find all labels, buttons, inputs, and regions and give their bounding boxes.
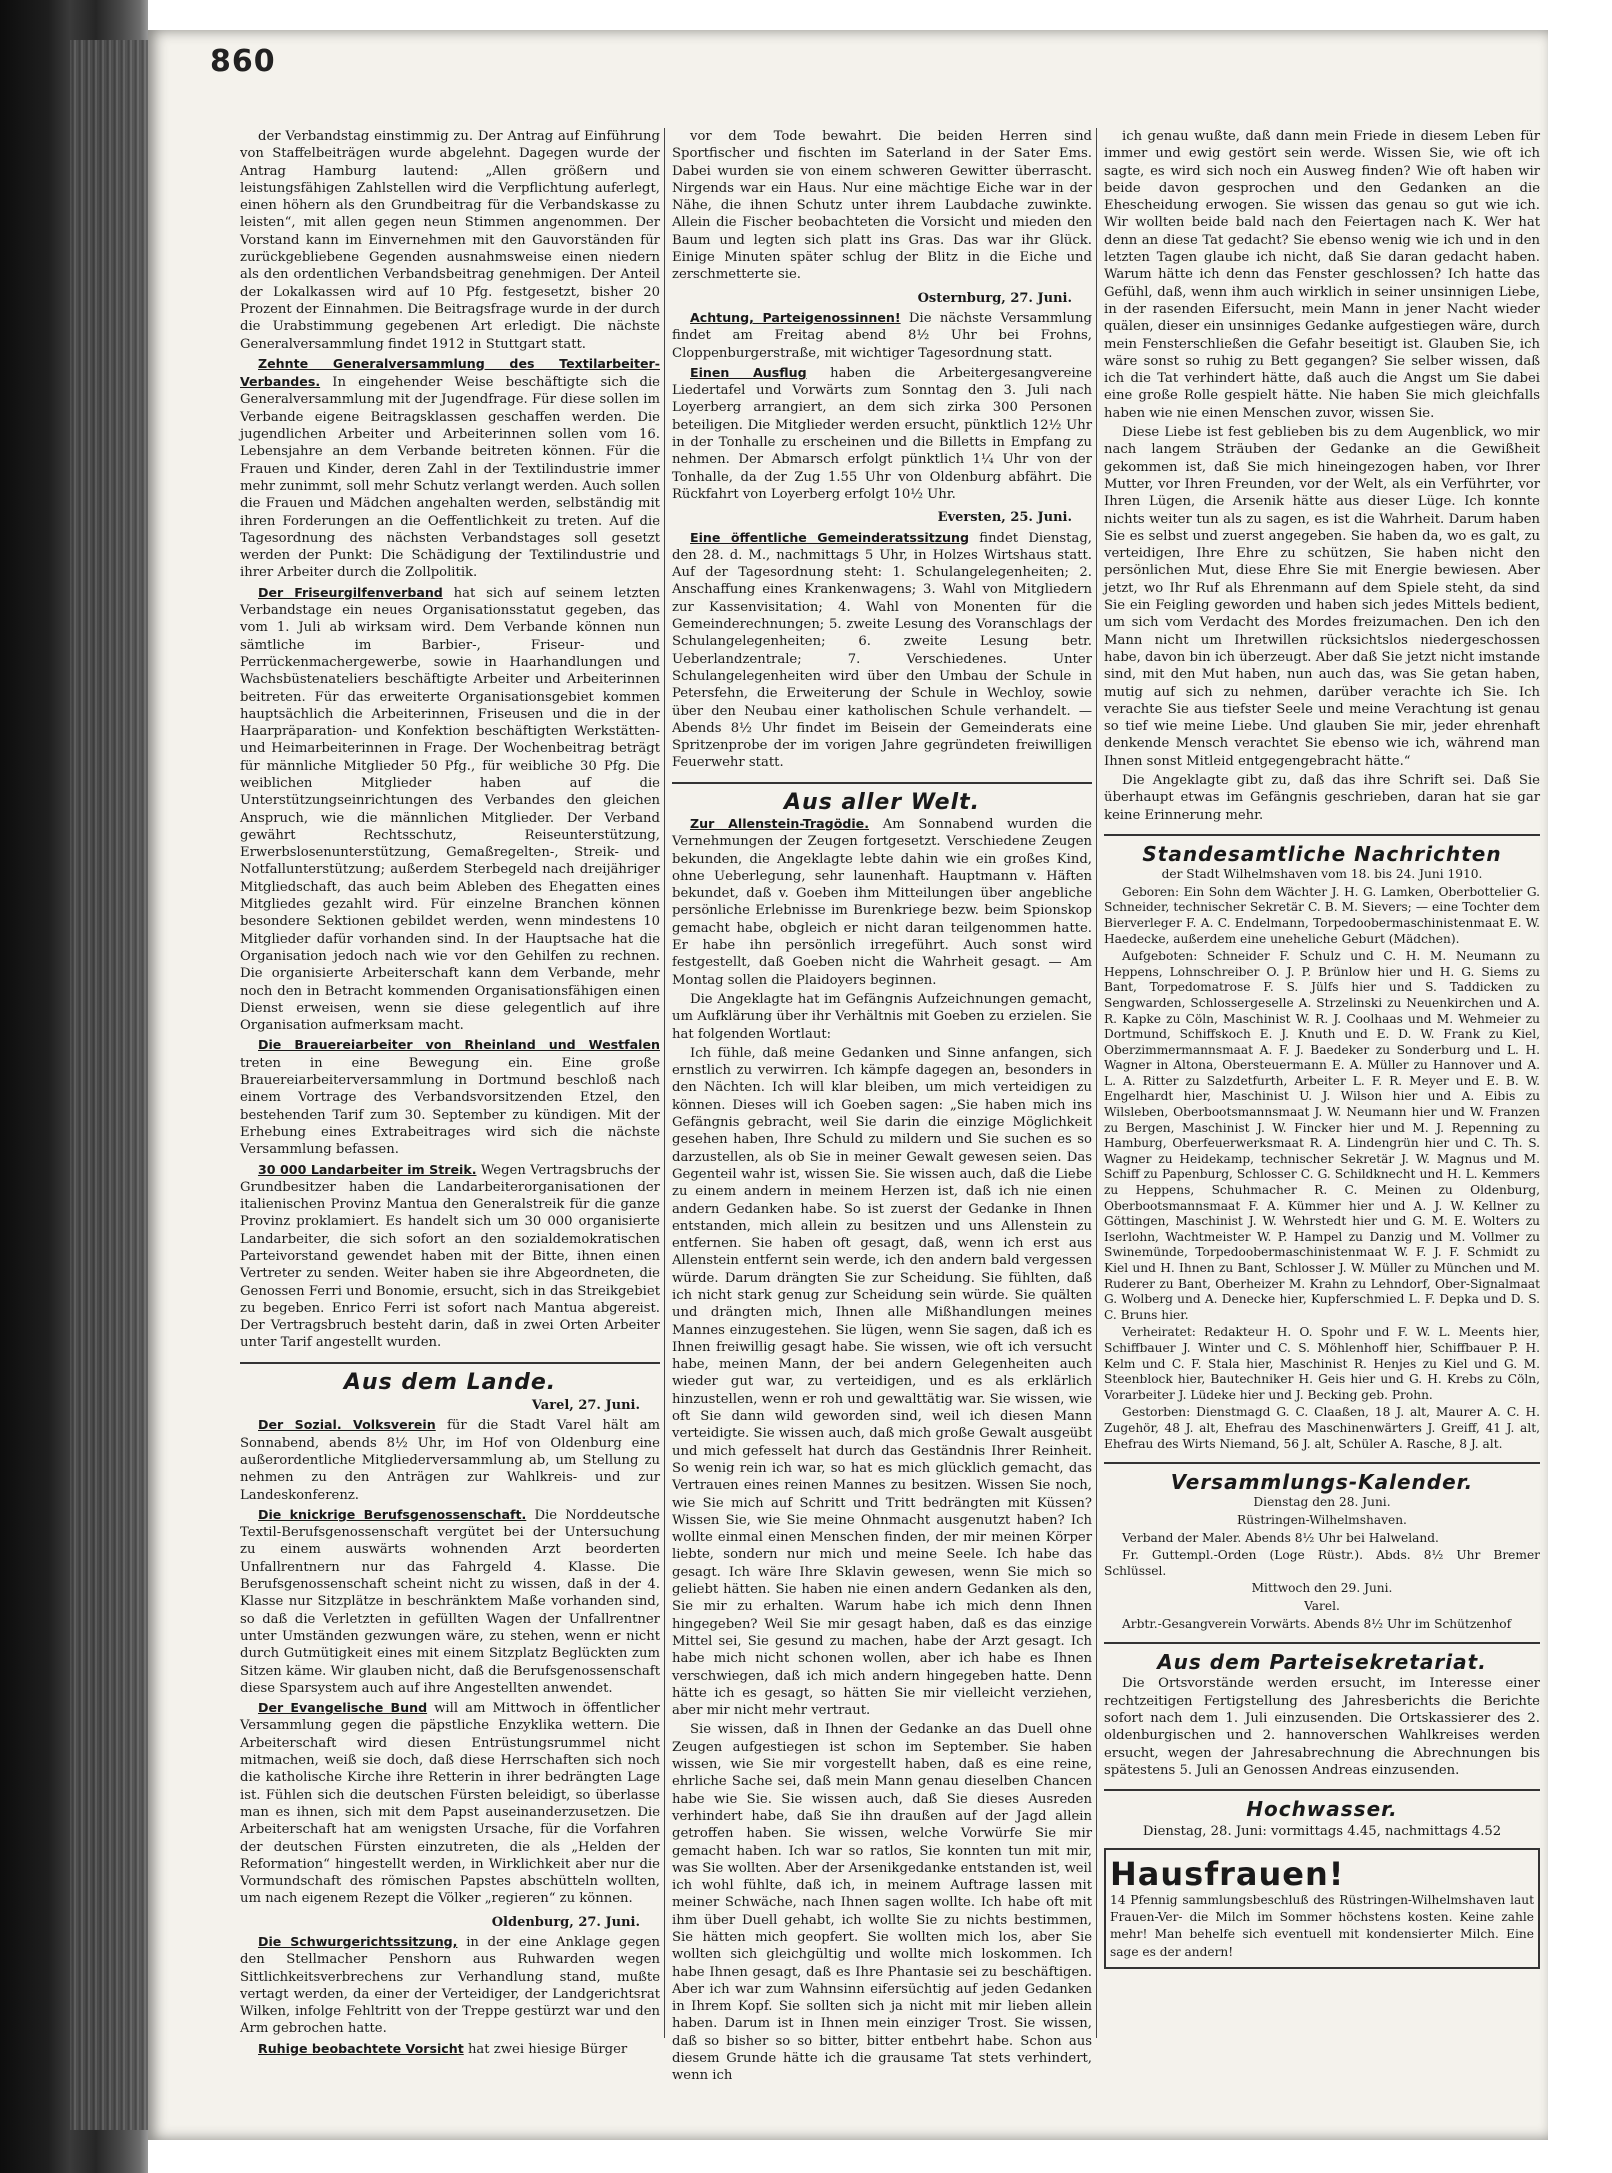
registry-marriages: Verheiratet: Redakteur H. O. Spohr und F. W. L. Meents hier, Schiffbauer J. Winter und C. S. Möhlenhoff hier, Schiffbauer P. H. Kelm und C. F. Stala hier, Maschinist R. Henjes zu Kiel und G. M. Steenblock hier, Bautechniker H. Geis hier und G. H. Krebs zu Cöln, Vorarbeiter J. Lüdeke hier und J. Becking geb. Prohn. [1104,1325,1540,1402]
article-text: Die nächste Versammlung findet am Freitag abend 8½ Uhr bei Frohns, Cloppenburgerstraße, mit wichtiger Tagesordnung statt. [672,310,1092,361]
section-heading: Aus dem Lande. [343,1369,557,1395]
page-edges [70,40,148,2130]
article-lead: Achtung, Parteigenossinnen! [690,309,901,325]
article-text: haben die Arbeitergesangvereine Liedertafel und Vorwärts zum Sonntag den 3. Juli nach Loyerberg arrangiert, an dem sich zirka 300 Personen beteiligen. Die Mitglieder werden ersucht, pünktlich 12½ Uhr in der Tonhalle zu erscheinen und die Billetts in Empfang zu nehmen. Der Abmarsch erfolgt pünktlich 1¼ Uhr von der Tonhalle, da der Zug 1.55 Uhr von Oldenburg abfährt. Die Rückfahrt von Loyerberg erfolgt 10½ Uhr. [672,365,1092,502]
tide-times: Dienstag, 28. Juni: vormittags 4.45, nachmittags 4.52 [1142,1823,1502,1839]
article [240,2040,660,2058]
ad-headline: Hausfrauen! [1110,1854,1345,1893]
article-text: Die Norddeutsche Textil-Berufsgenossenschaft vergütet bei der Untersuchung zu einem auswärts wohnenden Arzt beorderten Unfallrentnern nur das Fahrgeld 4. Klasse. Die Berufsgenossenschaft scheint nicht zu wissen, daß in der 4. Klasse nur Sitzplätze in beschränktem Maße vorhanden sind, so daß die Verletzten in gefüllten Wagen der Unfallrentner unter Umständen gezwungen wäre, zu stehen, wenn er nicht durch Gutmütigkeit eines mit einem Sitzplatz Beglückten zum Sitzen käme. Wir glauben nicht, daß die Berufsgenossenschaft diese Sparsystem auch auf ihre Angestellten anwendet. [240,1507,660,1696]
article-text: ich genau wußte, daß dann mein Friede in diesem Leben für immer und ewig gestört sein werde. Wissen Sie, wie oft ich sagte, es wird sich noch ein Ausweg finden? Wie oft haben wir beide davon gesprochen und den Gedanken an die Ehescheidung erwogen. Sie wissen das genau so gut wie ich. Wir wollten beide bald nach den Feiertagen nach K. Wer hat denn an diese Tat gedacht? Sie ebenso wenig wie ich und in den letzten Tagen glaube ich nicht, daß Sie daran gedacht haben. Warum hätte ich denn das Fenster geschlossen? Ich hatte das Gefühl, daß, wenn ihm auch wirklich in seiner unsinnigen Liebe, in der rasenden Eifersucht, mein Mann in jener Nacht wieder quälen, dieser ein unsinniges Gedanke aufgestiegen wäre, durch mein Fensterschließen die Gefahr beseitigt ist. Glauben Sie, ich wäre sonst so ruhig zu Bett gegangen? Sie selber wissen, daß ich die Tat verhindert hätte, daß auch die Angst um Sie dabei eine große Rolle gespielt hätte. Nie haben Sie mich gleichfalls haben wie nie einen Menschen zuvor, wissen Sie. [1104,129,1540,421]
article-text: hat sich auf seinem letzten Verbandstage ein neues Organisationsstatut gegeben, das vom 1. Juli ab wirksam wird. Dem Verbande können nun sämtliche im Barbier-, Friseur- und Perrückenmachergewerbe, sowie in Haarhandlungen und Wachsbüstenateliers beschäftigte Arbeiter und Arbeiterinnen beitreten. Für das erweiterte Organisationsgebiet kommen hauptsächlich die Arbeiterinnen, Friseusen und die in der Haarpräparation- und Konfektion beschäftigten Werkstätten- und Heimarbeiterinnen in Frage. Der Wochenbeitrag beträgt für männliche Mitglieder 50 Pfg., für weibliche 30 Pfg. Die weiblichen Mitglieder haben auf die Unterstützungseinrichtungen des Verbandes den gleichen Anspruch, wie die männlichen Mitglieder. Der Verband gewährt Rechtsschutz, Reiseunterstützung, Erwerbslosenunterstützung, Gemaßregelten-, Streik- und Notfallunterstützung; außerdem Sterbegeld nach dreijähriger Mitgliedschaft, das auch beim Ableben des Ehegatten eines Mitgliedes gezahlt wird. Für einzelne Branchen können besondere Sektionen gebildet werden, wenn mindestens 10 Mitglieder dafür vorhanden sind. In der Hauptsache hat die Organisation jedoch nach wie vor den Gehilfen zu rechnen. Die organisierte Arbeiterschaft kann dem Verbande, mehr noch den in Betracht kommenden Organisationsfähigen einen Dienst erweisen, wenn sie diese gelegentlich auf ihre Organisation aufmerksam macht. [240,585,661,1034]
section-heading: Versammlungs-Kalender. [1170,1470,1474,1495]
section-divider [240,1362,660,1364]
section-heading: Standesamtliche Nachrichten [1142,841,1502,866]
article-text: treten in eine Bewegung ein. Eine große Brauereiarbeiterversammlung in Dortmund beschloß nach einem Vortrage des Verbandsvorsitzenden Etzel, den bestehenden Tarif zum 30. September zu kündigen. Mit der Erhebung eines Extrabeitrages wird sich die nächste Versammlung befassen. [240,1055,660,1158]
article-text: In eingehender Weise beschäftigte sich die Generalversammlung mit der Jugendfrage. Für diese sollen im Verbande eigene Beitragsklassen geschaffen werden. Die jugendlichen Arbeiter und Arbeiterinnen sollen vom 16. Lebensjahre an dem Verbande beitreten können. Für die Frauen und Kinder, deren Zahl in der Textilindustrie immer mehr zunimmt, soll mehr Schutz verlangt werden. Auch sollen die Frauen und Mädchen angehalten werden, selbständig mit ihren Forderungen an die Oeffentlichkeit zu treten. Auf die Tagesordnung des nächsten Verbandstages soll gesetzt werden der Punkt: Die Schädigung der Textilindustrie und ihrer Arbeiter durch die Zollpolitik. [240,375,660,581]
article-lead: Die Schwurgerichtssitzung, [258,1933,458,1949]
article-lead: Der Friseurgilfenverband [258,584,443,600]
section-divider [1104,1462,1540,1464]
article-text: Sie wissen, daß in Ihnen der Gedanke an das Duell ohne Zeugen aufgestiegen ist schon im September. Sie haben wissen, wie Sie mir vorgestellt haben, daß es eine reine, ehrliche Sache sei, daß mein Mann genau dieselben Chancen habe wie Sie. Sie wissen auch, daß Sie dieses Ausreden verhindert habe, daß Sie ihn draußen auf der Jagd allein getroffen haben. Sie wissen, welche Vorwürfe Sie mir gemacht haben. Ich war so ratlos, Sie konnten tun mit mir, was Sie wollten. Aber der Arsenikgedanke entstanden ist, weil ich wohl fühlte, daß ich, in meinem Auftrage lassen mit meiner Schwäche, nach Ihnen sagen wollte. Ich habe oft mit ihm über Duell gehabt, ich wollte Sie zu nichts bestimmen, Sie hätten mich geopfert. Sie wollten mich los, aber Sie wollten sich gleichgültig und wollte mich loskommen. Ich habe Ihnen gesagt, daß es Ihre Phantasie sei zu beschäftigen. Aber ich war zum Wahnsinn eifersüchtig auf jeden Gedanken in Ihrem Kopf. Sie sollten sich ja nicht mit mir lieben allein haben. Darum ist in Ihnen mein einziger Trost. Sie wissen, daß so bisher so so bitter, bitter entbehrt habe. Schon aus diesem Grunde hätte ich die grausame Tat stets verhindert, wenn ich [672,1722,1092,2084]
page-number: 860 [210,44,276,79]
advertisement [1104,1848,1540,1969]
section-divider [1104,1642,1540,1644]
article-lead: Ruhige beobachtete Vorsicht [258,2040,464,2056]
article-lead: Zehnte Generalversammlung des Textilarbeiter-Verbandes. [240,355,660,390]
article [672,309,1092,362]
section-heading: Aus aller Welt. [784,789,980,815]
article [240,1933,660,2038]
article-lead: Der Evangelische Bund [258,1700,428,1716]
section-divider [672,782,1092,784]
article-lead: 30 000 Landarbeiter im Streik. [258,1161,477,1177]
column-1 [240,128,661,2057]
article [240,1161,660,1352]
article-text: vor dem Tode bewahrt. Die beiden Herren sind Sportfischer und fischten im Saterland in der Sater Ems. Dabei wurden sie von einem schweren Gewitter überrascht. Nirgends war ein Haus. Nur eine mächtige Eiche war in der Nähe, die ihnen Schutz unter ihrem Laubdache zuwinkte. Allein die Fischer beobachteten die Vorsicht und mieden den Baum und legten sich platt ins Gras. Das war ihr Glück. Einige Minuten später schlug der Blitz in die Eiche und zerschmetterte sie. [672,129,1092,283]
column-rule [1096,128,1097,2038]
calendar-date: Mittwoch den 29. Juni. [1251,1581,1393,1596]
column-rule [664,128,665,2038]
article-text: Diese Liebe ist fest geblieben bis zu dem Augenblick, wo mir nach langem Sträuben der Gedanke an die Gewißheit gekommen ist, daß Sie mich hineingezogen haben, vor Ihrer Mutter, vor Ihren Freunden, vor der Welt, als ein Verführter, vor Ihren Lügen, die Arsenik hätte aus dieser Lüge. Ich konnte nichts weiter tun als zu sagen, es ist die Wahrheit. Darum haben Sie es selbst und zuerst angegeben. Sie haben da, wo es galt, zu verteidigen, Ihre Ehre zu schützen, Sie haben nicht den persönlichen Mut, diese Ehre Sie mit Energie bewiesen. Aber jetzt, wo Ihr Ruf als Ehrenmann auf dem Spiele steht, da sind Sie ein Feigling geworden und haben sich jedes Mittels bedient, um sich vom Verdacht des Mordes freizumachen. Den ich den Mann nicht um Ihretwillen rücksichtslos niedergeschossen habe, davon bin ich überzeugt. Aber daß Sie jetzt nicht imstande sind, mit den Mut haben, nun auch das, was Sie getan haben, mutig auf sich zu nehmen, darüber verachte ich Sie. Ich verachte Sie aus tiefster Seele und meine Verachtung ist genau so tief wie meine Liebe. Und glauben Sie mir, jeder ehrenhaft denkende Mensch verachtet Sie ebenso wie ich, während man Ihnen sonst Mitleid entgegengebracht hätte.“ [1104,425,1540,769]
registry-banns: Aufgeboten: Schneider F. Schulz und C. H. M. Neumann zu Heppens, Lohnschreiber O. J. P. Brünlow hier und H. G. Siems zu Bant, Torpedomatrose F. S. Jülfs hier und S. Taddicken zu Sengwarden, Schlossergeselle A. Strzelinski zu Neuenkirchen und A. R. Kapke zu Cöln, Maschinist W. R. J. Coolhaas und M. Wehmeier zu Dortmund, Schiffskoch E. J. Knuth und E. D. W. Frank zu Kiel, Oberzimmermannsmaat A. F. J. Baedeker zu Sonderburg und L. H. Wagner in Altona, Obersteuermann E. A. Müller zu Hannover und A. L. A. Ritter zu Salzdetfurth, Arbeiter L. F. R. Meyer und E. B. W. Engelhardt hier, Maschinist U. J. Wilson hier und A. Eibis zu Wilsleben, Oberbootsmannsmaat J. W. Neumann hier und W. Franzen zu Bergen, Maschinist J. W. Fincker hier und M. J. Repenning zu Hamburg, Oberfeuerwerksmaat R. A. Lindengrün hier und C. Th. S. Wagner zu Heidekamp, technischer Sekretär J. W. Magnus und M. Schiff zu Papenburg, Schlosser C. G. Schildknecht und H. L. Kemmers zu Heppens, Schuhmacher R. C. Meinen zu Oldenburg, Oberbootsmannsmaat F. A. Kümmer hier und A. J. W. Kellner zu Göttingen, Maschinist J. W. Wehrstedt hier und G. M. E. Wolters zu Iserlohn, Wachtmeister W. P. Hampel zu Danzig und M. Vollmer zu Swinemünde, Torpedoobermaschinistenmaat W. F. J. F. Schmidt zu Kiel und H. Ihnen zu Bant, Schlosser J. W. Müller zu München und M. Ruderer zu Bant, Oberheizer M. Krahn zu Lehndorf, Ober-Signalmaat G. Wolberg und A. Denecke hier, Kupferschmied L. F. Depka und D. S. C. Bruns hier. [1104,949,1540,1322]
column-2 [672,128,1092,2084]
article [240,1506,660,1697]
article [240,1416,660,1503]
article [240,584,660,1035]
article-text: in der eine Anklage gegen den Stellmacher Penshorn aus Ruhwarden wegen Sittlichkeitsverbrechens zur Verhandlung stand, mußte vertagt werden, da einer der Verteidiger, der Landgerichtsrat Wilken, infolge Fehltritt von der Treppe gestürzt war und den Arm gebrochen hatte. [240,1934,660,2037]
column-3 [1104,128,1540,2048]
article-text: für die Stadt Varel hält am Sonnabend, abends 8½ Uhr, im Hof von Oldenburg eine außerordentliche Mitgliederversammlung ab, um Stellung zu nehmen zu den Anträgen zur Wahlkreis- und zur Landeskonferenz. [240,1418,660,1503]
article-lead: Eine öffentliche Gemeinderatssitzung [690,529,969,545]
article-text: will am Mittwoch in öffentlicher Versammlung gegen die päpstliche Enzyklika wettern. Die Arbeiterschaft wird diesen Entrüstungsrummel nicht mitmachen, weiß sie doch, daß diese Herrschaften sich noch die katholische Kirche ihre Retterin in ihrer bedrängten Lage ist. Fühlen sich die deutschen Fürsten beleidigt, so überlasse man es ihnen, sich mit dem Papst auseinanderzusetzen. Die Arbeiterschaft hat am wenigsten Ursache, für die Vorfahren der deutschen Fürsten einzutreten, die als „Helden der Reformation“ hingestellt werden, in Wirklichkeit aber nur die Vormundschaft des römischen Papstes abschütteln wollten, um nach eigenem Rezept die Völker „regieren“ zu können. [240,1701,660,1907]
subheading: der Stadt Wilhelmshaven vom 18. bis 24. Juni 1910. [1161,867,1483,882]
registry-births: Geboren: Ein Sohn dem Wächter J. H. G. Lamken, Oberbottelier G. Schneider, technischer Sekretär C. B. M. Sievers; — eine Tochter dem Bierverleger F. A. C. Endelmann, Torpedoobermaschinistenmaat E. W. Haedecke, außerdem eine uneheliche Geburt (Mädchen). [1104,884,1540,946]
article [240,355,660,582]
calendar-item: Fr. Guttempl.-Orden (Loge Rüstr.). Abds. 8½ Uhr Bremer Schlüssel. [1104,1548,1540,1578]
article [240,1036,660,1158]
article-text: Die Ortsvorstände werden ersucht, im Interesse einer rechtzeitigen Fertigstellung des Jahresberichts die Berichte sofort nach dem 1. Juli einzusenden. Die Ortskassierer des 2. oldenburgischen und 2. hannoverschen Wahlkreises werden ersucht, wegen der Jahresabrechnung die Abrechnungen bis spätestens 5. Juli an Genossen Andreas einzusenden. [1104,1676,1540,1778]
article [672,815,1092,989]
article-text: Die Angeklagte gibt zu, daß das ihre Schrift sei. Daß Sie überhaupt etwas im Gefängnis geschrieben, daran hat sie gar keine Erinnerung mehr. [1104,772,1540,823]
calendar-item: Arbtr.-Gesangverein Vorwärts. Abends 8½ Uhr im Schützenhof [1122,1616,1512,1631]
article-text: Am Sonnabend wurden die Vernehmungen der Zeugen fortgesetzt. Verschiedene Zeugen bekunden, die Angeklagte lebte dahin wie ein großes Kind, ohne Ueberlegung, sehr launenhaft. Hauptmann v. Häften bekundet, daß v. Goeben ihm Mitteilungen über angebliche persönliche Erlebnisse im Burenkriege bezw. beim Spionskop gemacht habe, obgleich er nicht daran teilgenommen hatte. Er habe ihn persönlich irregeführt. Auch sonst wird festgestellt, daß Goeben nicht die Wahrheit gesagt. — Am Montag sollen die Plaidoyers beginnen. [672,816,1092,988]
calendar-place: Rüstringen-Wilhelmshaven. [1237,1513,1407,1528]
article-text: Die Angeklagte hat im Gefängnis Aufzeichnungen gemacht, um Aufklärung über ihr Verhältnis mit Goeben zu erzielen. Sie hat folgenden Wortlaut: [672,991,1092,1042]
dateline: Oldenburg, 27. Juni. [491,1914,640,1930]
calendar-date: Dienstag den 28. Juni. [1253,1495,1391,1510]
section-heading: Aus dem Parteisekretariat. [1157,1650,1487,1675]
article [240,1699,660,1908]
section-divider [1104,1789,1540,1791]
dateline: Varel, 27. Juni. [531,1398,640,1414]
article-text: hat zwei hiesige Bürger [467,2041,628,2057]
article [672,529,1092,772]
article-text: der Verbandstag einstimmig zu. Der Antrag auf Einführung von Staffelbeiträgen wurde abgelehnt. Dagegen wurde der Antrag Hamburg lautend: „Allen größern und leistungsfähigen Zahlstellen wird die Verpflichtung auferlegt, einen höhern als den Grundbeitrag für die Verbandskasse zu leisten“, mit allen gegen neun Stimmen angenommen. Der Vorstand kann im Einvernehmen mit den Gauvorständen für zurückgebliebene Gegenden ausnahmsweise einen niedern als den ordentlichen Verbandsbeitrag genehmigen. Der Anteil der Lokalkassen wird auf 10 Pfg. festgesetzt, bisher 20 Prozent der Einnahmen. Die Beitragsfrage wurde in der durch die Urabstimmung gegebenen Art erledigt. Die nächste Generalversammlung findet 1912 in Stuttgart statt. [240,129,660,352]
dateline: Eversten, 25. Juni. [937,510,1072,526]
section-divider [1104,834,1540,836]
book-spine [0,0,148,2173]
dateline: Osternburg, 27. Juni. [917,290,1072,306]
article-text: Ich fühle, daß meine Gedanken und Sinne anfangen, sich ernstlich zu verwirren. Ich kämpfe dagegen an, besonders in den Nächten. Ich will klar bleiben, um mich verteidigen zu können. Dieses will ich Goeben sagen: „Sie haben mich ins Gefängnis gebracht, weil Sie darin die einzige Möglichkeit gesehen haben, Ihre Schuld zu mildern und Sie suchen es so darzustellen, als ob Sie in meiner Gewalt gewesen seien. Das Gegenteil wahr ist, wissen Sie. Sie wissen auch, daß die Liebe zu einem andern in meinem Herzen ist, daß ich nie einen andern Gedanken habe. So ist zuerst der Gedanke in Ihnen entstanden, mich allein zu besitzen und uns Allenstein zu entfernen. Sie haben oft gesagt, daß, wenn ich erst aus Allenstein entfernt sein werde, ich den andern bald vergessen würde. Darum drängten Sie zur Scheidung. Sie fühlten, daß ich nicht stark genug zur Scheidung sein würde. Sie quälten und drängten mich, Ihnen alle Mißhandlungen meines Mannes einzugestehen. Sie lügen, wenn Sie sagen, daß ich es Ihnen freiwillig gesagt habe. Sie wissen, wie oft ich versucht habe, meinen Mann, der bei andern Gelegenheiten auch wieder gut war, zu verteidigen, und es als erklärlich hinzustellen, wenn er roh und gewalttätig war. Sie wissen, wie oft Sie dann wild geworden sind, weil ich diesen Mann verteidigte. Sie wissen auch, daß mich große Gewalt ausgeübt und mich gefesselt hat durch das Geständnis Ihrer Reinheit. So wenig rein ich war, so hat es mich glücklich gemacht, das Vertrauen eines reinen Mannes zu besitzen. Wissen Sie noch, wie Sie mich auf Schritt und Tritt bedrängten mit Küssen? Wissen Sie, wie Sie meine Ohnmacht ausgenutzt haben? Ich wollte einmal einen Menschen finden, der mir meinen Körper liebte, sondern nur mich und meine Seele. Ich habe das gesagt. Ich wäre Ihre Sklavin gewesen, wenn Sie mich so geliebt hätten. Sie haben nie einen andern Gedanken als den, Sie mir zu erhalten. Warum habe ich mich denn Ihnen hingegeben? Weil Sie mir gesagt haben, daß es das einzige Mittel sei, Sie gesund zu machen, habe der Arzt gesagt. Ich habe mich nicht schonen wollen, aber ich habe es Ihnen verschwiegen, daß ich mich andern hingegeben hatte. Denn hätte ich es gesagt, so hätten Sie mir vielleicht verziehen, aber mir nicht mehr vertraut. [672,1045,1092,1719]
ad-text: 14 Pfennig sammlungsbeschluß des Rüstringen-Wilhelmshaven laut Frauen-Ver- die Milch im Sommer höchstens kosten. Keine zahle mehr! Man behelfe sich eventuell mit kondensierter Milch. Eine sage es der andern! [1110,1892,1534,1959]
article-text: Wegen Vertragsbruchs der Grundbesitzer haben die Landarbeiterorganisationen der italienischen Provinz Mantua den Generalstreik für die ganze Provinz proklamiert. Es handelt sich um 30 000 organisierte Landarbeiter, die sich sofort an den sozialdemokratischen Parteivorstand gewendet haben mit der Bitte, ihnen einen Vertreter zu senden. Weiter haben sie ihre Abgeordneten, die Genossen Ferri und Bonomie, ersucht, sich in das Streikgebiet zu begeben. Enrico Ferri ist sofort nach Mantua abgereist. Der Vertragsbruch besteht darin, daß in zwei Orten Arbeiter unter Tarif angestellt wurden. [240,1162,661,1351]
calendar-item: Verband der Maler. Abends 8½ Uhr bei Halweland. [1122,1530,1439,1545]
section-heading: Hochwasser. [1246,1797,1398,1822]
article-lead: Die Brauereiarbeiter von Rheinland und Westfalen [258,1037,660,1053]
article-lead: Der Sozial. Volksverein [258,1417,436,1433]
registry-deaths: Gestorben: Dienstmagd G. C. Claaßen, 18 J. alt, Maurer A. C. H. Zugehör, 48 J. alt, Ehefrau des Maschinenwärters J. Greiff, 41 J. alt, Ehefrau des Wirts Niemand, 56 J. alt, Schüler A. Rasche, 8 J. alt. [1104,1405,1540,1451]
article-lead: Zur Allenstein-Tragödie. [690,815,870,831]
article [672,364,1092,503]
article-lead: Einen Ausflug [690,364,807,380]
article-text: findet Dienstag, den 28. d. M., nachmittags 5 Uhr, in Holzes Wirtshaus statt. Auf der Tagesordnung steht: 1. Schulangelegenheiten; 2. Anschaffung eines Krankenwagens; 3. Wahl von Mitgliedern zur Kassenvisitation; 4. Wahl von Monenten für die Gemeinderechnungen; 5. zweite Lesung des Voranschlags der Schulangelegenheiten; 6. zweite Lesung betr. Ueberlandzentrale; 7. Verschiedenes. Unter Schulangelegenheiten wird über den Umbau der Schule in Petersfehn, die Erweiterung der Schule in Wechloy, sowie über den Neubau einer katholischen Schule verhandelt. — Abends 8½ Uhr findet im Beisein der Gemeinderats eine Spritzenprobe der im vorigen Jahre gegründeten freiwilligen Feuerwehr statt. [672,530,1092,771]
article-lead: Die knickrige Berufsgenossenschaft. [258,1506,527,1522]
calendar-place: Varel. [1304,1599,1340,1613]
